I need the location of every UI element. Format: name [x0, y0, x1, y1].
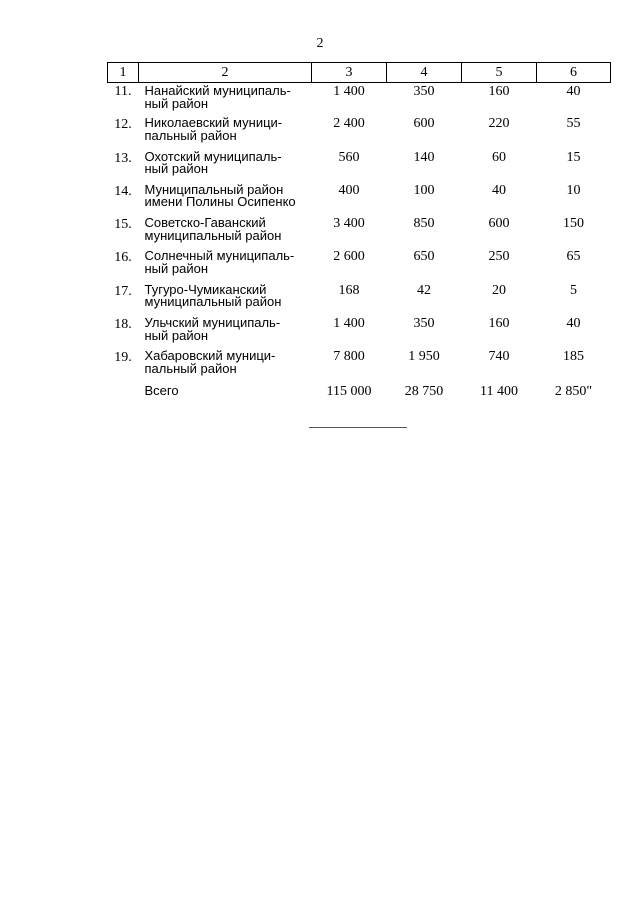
district-name-line: Ульчский муниципаль- [144, 315, 281, 331]
row-number: 17. [114, 283, 132, 299]
total-col-6: 2 850" [554, 383, 593, 399]
row-number: 11. [114, 84, 132, 99]
district-name-line: Советско-Гаванский [144, 215, 266, 231]
district-name-line: Хабаровский муници- [144, 348, 276, 364]
total-row [108, 384, 611, 398]
district-name-line: муниципальный район [144, 294, 282, 310]
value-col-4: 1 950 [408, 349, 440, 365]
row-number: 16. [114, 250, 132, 266]
table-row [108, 117, 611, 150]
district-name-line: Тугуро-Чумиканский [144, 281, 267, 297]
value-col-6: 40 [566, 84, 581, 99]
district-name [139, 117, 312, 150]
table-header-row [108, 63, 611, 83]
value-col-5: 220 [488, 116, 510, 132]
column-header-5: 5 [462, 63, 537, 83]
district-name-line: Николаевский муници- [144, 115, 283, 131]
value-col-3: 168 [338, 282, 360, 298]
total-label: Всего [144, 382, 179, 398]
table-row [108, 184, 611, 217]
total-col-3: 115 000 [326, 383, 372, 399]
row-number: 19. [114, 350, 132, 366]
value-col-3: 7 800 [333, 349, 365, 365]
district-name-line: ный район [144, 260, 209, 276]
value-col-4: 100 [413, 182, 435, 198]
value-col-3: 3 400 [333, 216, 365, 232]
column-header-6: 6 [537, 63, 611, 83]
allocation-table [107, 62, 611, 398]
value-col-6: 5 [570, 282, 577, 298]
table-row [108, 350, 611, 383]
value-col-4: 350 [413, 316, 435, 332]
page-number: 2 [316, 36, 324, 51]
total-col-5: 11 400 [480, 383, 518, 399]
value-col-6: 55 [566, 116, 581, 132]
value-col-3: 1 400 [333, 316, 365, 332]
column-header-3: 3 [312, 63, 387, 83]
value-col-3: 1 400 [333, 84, 365, 99]
value-col-4: 850 [413, 216, 435, 232]
district-name-line: Нанайский муниципаль- [144, 83, 291, 98]
value-col-5: 740 [488, 349, 510, 365]
table-row [108, 284, 611, 317]
table-row [108, 83, 611, 118]
value-col-5: 60 [492, 149, 506, 165]
value-col-4: 140 [413, 149, 435, 165]
district-name [139, 217, 312, 250]
district-name [139, 148, 312, 184]
row-number: 13. [114, 150, 132, 166]
district-name [139, 83, 312, 118]
district-name-line: ный район [144, 95, 209, 111]
district-name [139, 317, 312, 350]
value-col-4: 650 [413, 249, 435, 265]
value-col-6: 15 [566, 149, 581, 165]
value-col-6: 10 [566, 182, 581, 198]
row-number: 15. [114, 217, 132, 233]
end-divider-line [309, 427, 407, 428]
column-header-4: 4 [387, 63, 462, 83]
value-col-6: 65 [566, 249, 581, 265]
column-header-1: 1 [108, 63, 139, 83]
district-name [139, 181, 312, 217]
district-name-line: пальный район [144, 127, 237, 143]
row-number: 18. [114, 317, 132, 333]
value-col-4: 600 [413, 116, 435, 132]
value-col-5: 600 [488, 216, 510, 232]
district-name [139, 281, 312, 317]
value-col-5: 160 [488, 316, 510, 332]
district-name-line: Муниципальный район [144, 181, 284, 197]
district-name-line: имени Полины Осипенко [144, 194, 296, 210]
district-name-line: ный район [144, 161, 209, 177]
value-col-5: 20 [492, 282, 506, 298]
value-col-6: 150 [563, 216, 584, 232]
total-col-4: 28 750 [404, 383, 444, 399]
district-name-line: ный район [144, 327, 209, 343]
value-col-3: 2 600 [333, 249, 365, 265]
district-name-line: муниципальный район [144, 227, 282, 243]
table-row [108, 151, 611, 184]
value-col-3: 560 [338, 149, 360, 165]
district-name [139, 250, 312, 283]
value-col-3: 2 400 [333, 116, 365, 132]
value-col-6: 40 [566, 316, 581, 332]
district-name [139, 350, 312, 383]
value-col-3: 400 [338, 182, 360, 198]
district-name-line: пальный район [144, 360, 237, 376]
row-number: 12. [114, 117, 132, 133]
table-row [108, 250, 611, 283]
total-row-number [108, 384, 139, 398]
district-name-line: Охотский муниципаль- [144, 148, 282, 164]
row-number: 14. [114, 183, 132, 199]
table-row [108, 217, 611, 250]
value-col-5: 160 [488, 84, 510, 99]
table-row [108, 317, 611, 350]
value-col-4: 42 [417, 282, 431, 298]
column-header-2: 2 [139, 63, 312, 83]
value-col-5: 250 [488, 249, 510, 265]
value-col-5: 40 [492, 182, 506, 198]
value-col-4: 350 [413, 84, 435, 99]
value-col-6: 185 [563, 349, 584, 365]
district-name-line: Солнечный муниципаль- [144, 248, 295, 264]
